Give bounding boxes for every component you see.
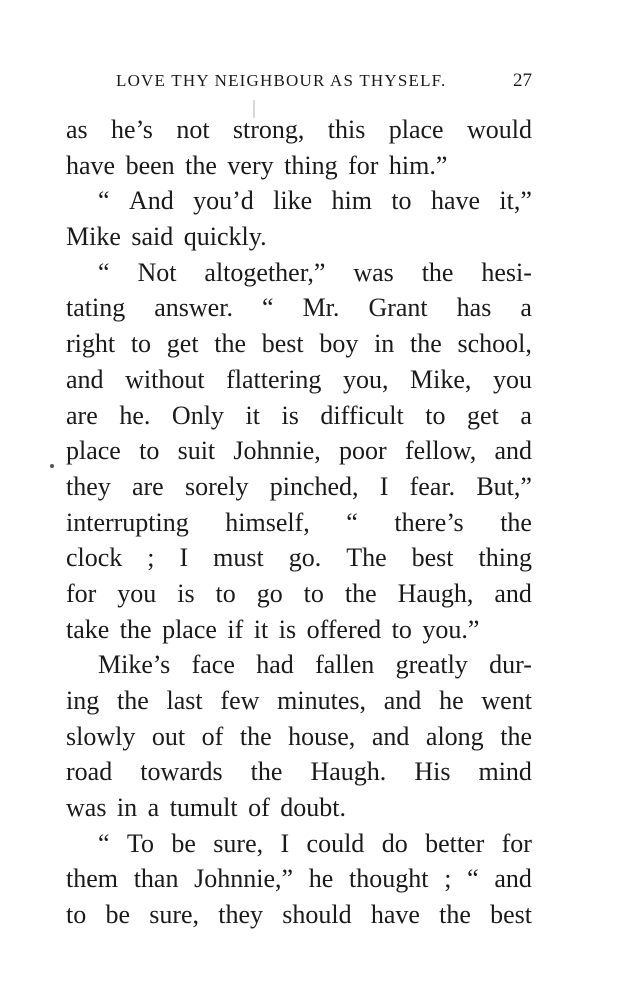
word: are [66,400,98,430]
word: are [131,471,164,501]
word: thought [349,864,429,894]
word: the [421,257,454,287]
word: do [381,828,408,858]
word: they [66,471,111,501]
word: as [66,115,88,144]
text-line [66,362,532,398]
word: than [133,864,179,894]
word: you [117,578,157,608]
word: them [66,864,118,894]
word: last [166,686,203,715]
word: the [344,578,377,608]
word: to [215,578,236,608]
word: minutes, [277,686,366,715]
word: thing [478,543,532,573]
word: he’s [111,115,153,144]
word: to [425,400,446,430]
text-line [66,469,532,505]
word: like [273,186,313,216]
word: and [494,578,532,608]
word: not [176,115,210,144]
margin-dot [50,464,54,468]
word: To [126,828,154,858]
word: to [66,900,87,930]
word: sure, [149,900,200,930]
word: went [481,686,532,715]
word: I [179,543,189,573]
word: to [391,186,412,216]
running-title: LOVE THY NEIGHBOUR AS THYSELF. [116,71,447,90]
word: the [500,721,532,751]
word: him [331,186,372,216]
word: “ [346,507,358,537]
line-text: was in a tumult of doubt. [66,793,346,823]
text-line [66,719,532,755]
word: difficult [320,400,404,430]
word: boy [319,329,359,359]
line-text: take the place if it is offered to you.” [66,614,480,644]
word: ing [66,686,100,715]
word: in [374,329,395,359]
text-line [66,754,532,790]
word: dur- [489,650,532,680]
word: tating [66,293,126,323]
word: “ [261,293,274,323]
word: Grant [368,293,428,323]
text-line [66,612,532,648]
word: the [500,507,532,537]
word: go [256,578,283,608]
word: best [261,329,304,359]
word: out [151,721,186,751]
text-line [66,540,532,576]
word: sure, [213,828,264,858]
word: he [308,864,334,894]
word: be [105,900,130,930]
text-line [66,219,532,255]
word: to [303,578,324,608]
word: and [371,721,410,751]
word: he [439,686,464,715]
word: of [201,721,224,751]
word: along [425,721,484,751]
text-line [66,647,532,683]
word: I [379,471,389,501]
word: fellow, [404,436,477,466]
word: interrupting [66,507,189,537]
text-line [66,255,532,291]
word: “ [98,186,110,216]
text-line [66,183,532,219]
word: himself, [225,507,310,537]
word: I [280,828,290,858]
text-line [66,505,532,541]
word: Johnnie,” [194,864,294,894]
line-text: Mike said quickly. [66,222,267,252]
word: Johnnie, [233,436,321,466]
word: poor [339,436,387,466]
text-line [66,433,532,469]
word: right [66,329,116,359]
word: Mr. [302,293,340,323]
word: “ [98,828,110,858]
word: is [177,578,195,608]
word: His [414,757,451,787]
word: the [439,900,471,930]
word: Haugh, [397,578,474,608]
word: “ [98,257,110,287]
word: and [66,364,104,394]
word: flattering [226,364,322,394]
word: this [327,115,366,144]
word: get [467,400,499,430]
word: had [256,650,294,680]
word: Not [137,257,177,287]
word: The [346,543,387,573]
word: you [493,364,532,394]
word: has [456,293,492,323]
word: best [411,543,454,573]
word: Mike, [410,364,472,394]
word: Only [171,400,224,430]
text-line [66,897,532,933]
word: altogether,” [204,257,326,287]
word: And [128,186,174,216]
word: to [139,436,160,466]
word: best [490,900,532,930]
word: you, [342,364,389,394]
word: it,” [499,186,532,216]
word: answer. [154,293,233,323]
word: fear. [409,471,456,501]
word: you’d [193,186,254,216]
word: “ [467,864,479,894]
word: get [166,329,199,359]
word: greatly [395,650,468,680]
text-line [66,290,532,326]
word: clock [66,543,123,573]
word: school, [457,329,532,359]
word: Haugh. [310,757,387,787]
text-line [66,826,532,862]
word: ; [147,543,155,573]
word: for [501,828,532,858]
word: there’s [394,507,464,537]
word: and [494,436,532,466]
word: be [171,828,196,858]
word: he. [119,400,151,430]
word: was [353,257,394,287]
word: to [130,329,152,359]
text-line [66,112,532,148]
text-line [66,683,532,719]
body-text [66,112,532,933]
word: face [191,650,235,680]
word: strong, [232,115,305,144]
word: would [466,115,532,144]
word: must [213,543,264,573]
word: have [430,186,481,216]
text-line [66,790,532,826]
word: suit [177,436,216,466]
line-text: have been the very thing for him.” [66,150,448,180]
text-line [66,576,532,612]
word: is [281,400,299,430]
word: pinched, [269,471,359,501]
word: could [306,828,365,858]
word: a [520,400,532,430]
word: house, [288,721,356,751]
word: hesi- [481,257,532,287]
word: a [520,293,532,323]
word: for [66,578,97,608]
word: slowly [66,721,136,751]
text-line [66,148,532,184]
word: mind [478,757,532,787]
word: place [66,436,121,466]
word: place [388,115,444,144]
word: have [370,900,420,930]
word: the [214,329,247,359]
word: should [282,900,352,930]
word: it [245,400,260,430]
text-line [66,861,532,897]
word: towards [140,757,223,787]
word: the [410,329,442,359]
word: sorely [184,471,249,501]
text-line [66,398,532,434]
word: they [218,900,264,930]
page-number: 27 [513,70,532,91]
word: and [494,864,532,894]
word: and [383,686,422,715]
word: few [220,686,260,715]
running-head [96,66,532,96]
word: better [425,828,485,858]
word: Mike’s [98,650,171,680]
word: without [125,364,205,394]
word: fallen [315,650,375,680]
word: the [117,686,149,715]
word: the [239,721,272,751]
word: the [250,757,283,787]
text-line [66,326,532,362]
word: But,” [476,471,532,501]
word: ; [444,864,452,894]
word: road [66,757,113,787]
word: go. [288,543,322,573]
